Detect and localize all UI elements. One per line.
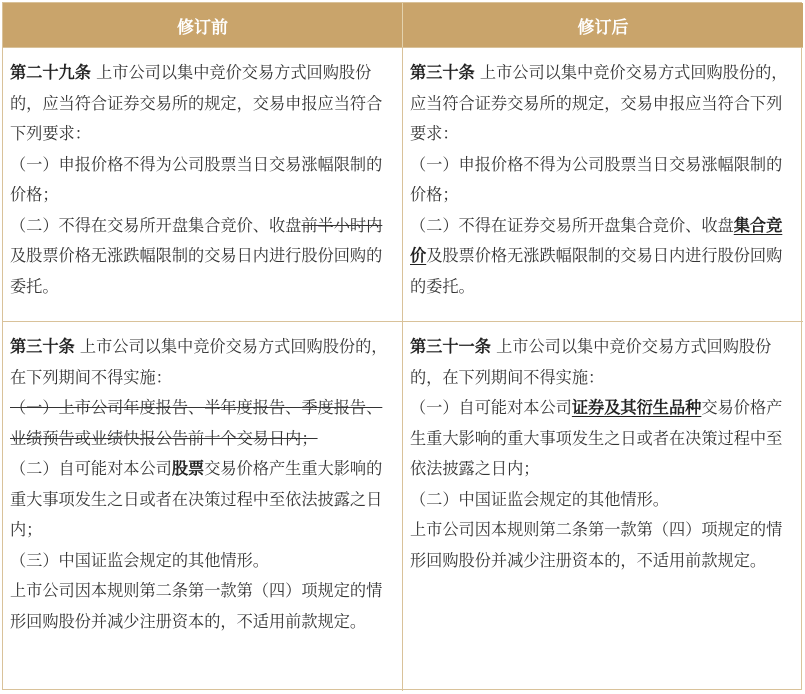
row2-after-item1-a: （一）自可能对本公司 xyxy=(410,398,572,417)
row2-after-article: 第三十一条 xyxy=(410,337,491,356)
row1-after-item2-b: 及股票价格无涨跌幅限制的交易日内进行股份回购的委托。 xyxy=(410,246,783,296)
row1-before-item1: （一）申报价格不得为公司股票当日交易涨幅限制的价格； xyxy=(10,154,383,204)
row1-before-article: 第二十九条 xyxy=(10,63,91,82)
row1-before-item2 xyxy=(10,211,396,303)
row2-after-tail: 上市公司因本规则第二条第一款第（四）项规定的情形回购股份并减少注册资本的，不适用前款规定。 xyxy=(410,520,783,570)
row2-after-item1-b: 交易价格产生重大影响的重大事项发生之日或者在决策过程中至依法披露之日内； xyxy=(410,398,783,478)
row2-before-intro xyxy=(10,332,396,393)
row1-before-intro-text: 上市公司以集中竞价交易方式回购股份的，应当符合证券交易所的规定，交易申报应当符合下列要求： xyxy=(10,63,383,143)
header-after: 修订后 xyxy=(403,3,803,47)
row2-before-article: 第三十条 xyxy=(10,337,75,356)
row2-after-item1 xyxy=(410,393,797,485)
row1-before-item2-b: 及股票价格无涨跌幅限制的交易日内进行股份回购的委托。 xyxy=(10,246,383,296)
row1-before-cell xyxy=(3,47,403,321)
row2-before-item2-b: 交易价格产生重大影响的重大事项发生之日或者在决策过程中至依法披露之日内； xyxy=(10,459,383,539)
row1-before-intro xyxy=(10,58,396,150)
row2-after-item2: （二）中国证监会规定的其他情形。 xyxy=(410,489,669,509)
row2-before-item2-bold: 股票 xyxy=(171,459,205,478)
row1-before-item2-a: （二）不得在交易所开盘集合竞价、收盘 xyxy=(10,215,302,235)
row1-after-item2-a: （二）不得在证券交易所开盘集合竞价、收盘 xyxy=(410,215,734,235)
comparison-table xyxy=(2,2,802,690)
row1-after-item2-added: 集合竞价 xyxy=(410,215,783,265)
row1-after-intro xyxy=(410,58,797,150)
row2-before-cell xyxy=(3,321,403,691)
row2-before-item1-deleted: （一）上市公司年度报告、半年度报告、季度报告、业绩预告或业绩快报公告前十个交易日内； xyxy=(10,398,383,448)
row2-after-intro xyxy=(410,332,797,393)
row2-after-cell xyxy=(403,321,803,691)
header-before: 修订前 xyxy=(3,3,403,47)
row2-after-intro-text: 上市公司以集中竞价交易方式回购股份的，在下列期间不得实施： xyxy=(410,337,772,387)
row2-before-item2 xyxy=(10,454,396,546)
row1-after-article: 第三十条 xyxy=(410,63,475,82)
row2-before-tail: 上市公司因本规则第二条第一款第（四）项规定的情形回购股份并减少注册资本的，不适用前款规定。 xyxy=(10,581,383,631)
row1-after-cell xyxy=(403,47,803,321)
row2-before-intro-text: 上市公司以集中竞价交易方式回购股份的，在下列期间不得实施： xyxy=(10,337,388,387)
row1-after-item2 xyxy=(410,211,797,303)
row1-after-item1: （一）申报价格不得为公司股票当日交易涨幅限制的价格； xyxy=(410,154,783,204)
row2-after-item1-added: 证券及其衍生品种 xyxy=(571,398,702,417)
row1-before-item2-deleted: 前半小时内 xyxy=(301,215,383,235)
row2-before-item2-a: （二）自可能对本公司 xyxy=(10,459,172,478)
row1-after-intro-text: 上市公司以集中竞价交易方式回购股份的，应当符合证券交易所的规定，交易申报应当符合下列要求： xyxy=(410,63,788,143)
row2-before-item3: （三）中国证监会规定的其他情形。 xyxy=(10,550,269,570)
